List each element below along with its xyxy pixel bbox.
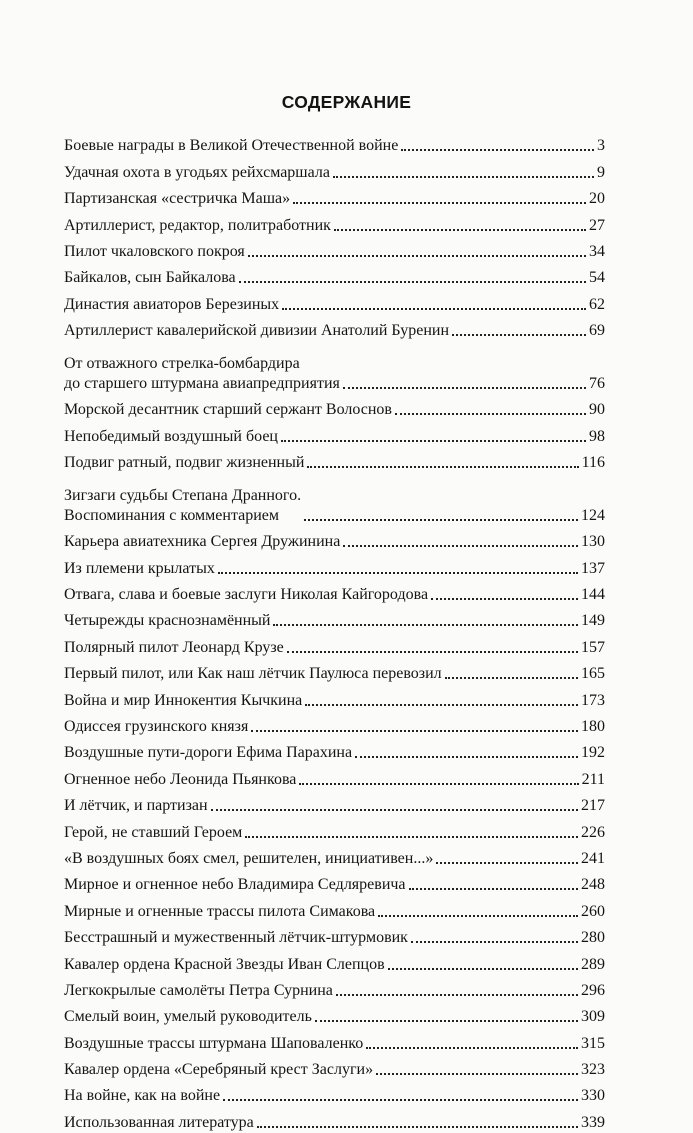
toc-page-number: 3 [597,137,605,155]
dot-leader [336,994,578,996]
toc-entry-title [64,770,296,790]
toc-page-number: 217 [581,797,605,815]
toc-entry [64,262,605,288]
toc-entry [64,975,605,1001]
toc-entry-title [64,242,245,262]
toc-entry-title-line: Мирные и огненные трассы пилота Симакова [64,902,376,920]
toc-entry-title-line: Карьера авиатехника Сергея Дружинина [64,533,341,551]
toc-entry [64,209,605,235]
toc-entry-title [64,453,304,473]
toc-entry-title-line: до старшего штурмана авиапредприятия [64,374,340,392]
toc-entry-title [64,796,208,816]
toc-entry-title-line: Воздушные трассы штурмана Шаповаленко [64,1034,364,1052]
toc-entry [64,130,605,156]
toc-entry-title-line: Партизанская «сестричка Маша» [64,190,291,208]
toc-page-number: 130 [581,533,605,551]
toc-page-number: 330 [581,1087,605,1105]
toc-entry-title-line: Кавалер ордена «Серебряный крест Заслуги» [64,1061,374,1079]
dot-leader [411,941,578,943]
toc-entry [64,631,605,657]
toc-entry-title-line: Пилот чкаловского покроя [64,242,245,260]
toc-entry-title [64,136,398,156]
toc-page-number: 69 [589,322,605,340]
toc-entry-title [64,1086,220,1106]
dot-leader [378,915,578,917]
toc-entry [64,1001,605,1027]
toc-entry-title [64,717,248,737]
toc-entry-title-line: Артиллерист кавалерийской дивизии Анатолий Буренин [64,322,450,340]
toc-entry-title [64,743,352,763]
toc-entry [64,341,605,394]
dot-leader [218,572,578,574]
toc-entry-title-line: Герой, не ставший Героем [64,823,243,841]
toc-page-number: 9 [597,163,605,181]
toc-entry [64,843,605,869]
toc-page-number: 34 [589,242,605,260]
dot-leader [395,413,586,415]
toc-page-number: 144 [581,586,605,604]
toc-page-number: 149 [581,612,605,630]
dot-leader [282,308,586,310]
toc-entry-title [64,486,301,526]
toc-page-number: 116 [581,454,605,472]
toc-entry-title-line: На войне, как на войне [64,1087,221,1105]
toc-page-number: 296 [581,981,605,999]
toc-entry-title [64,611,270,631]
table-of-contents [64,130,605,1133]
dot-leader [245,836,578,838]
toc-entry-title-line: Смелый воин, умелый руководитель [64,1008,312,1026]
toc-page-number: 211 [581,770,605,788]
dot-leader [366,1047,578,1049]
toc-entry [64,658,605,684]
dot-leader [307,466,578,468]
dot-leader [334,229,586,231]
toc-entry-title [64,849,433,869]
toc-entry-title [64,928,408,948]
toc-entry-title [64,585,428,605]
toc-entry [64,605,605,631]
toc-entry-title-line: От отважного стрелка-бомбардира [64,354,300,372]
toc-entry-title [64,559,215,579]
dot-leader [293,202,586,204]
toc-entry-title-line: Непобедимый воздушный боец [64,427,278,445]
toc-entry [64,315,605,341]
toc-entry-title-line: Кавалер ордена Красной Звезды Иван Слепцов [64,955,385,973]
toc-page-number: 157 [581,638,605,656]
toc-entry-title [64,216,331,236]
toc-entry-title [64,1007,312,1027]
dot-leader [273,624,578,626]
toc-page-number: 137 [581,559,605,577]
toc-entry-title-line: Из племени крылатых [64,559,215,577]
toc-entry [64,473,605,526]
toc-entry-title-line: Первый пилот, или Как наш лётчик Паулюса перевозил [64,665,442,683]
toc-entry-title [64,664,442,684]
dot-leader [304,519,578,521]
toc-entry-title [64,691,302,711]
toc-entry [64,684,605,710]
dot-leader [333,176,594,178]
dot-leader [257,1126,578,1128]
toc-entry-title-line: Удачная охота в угодьях рейхсмаршала [64,163,330,181]
toc-entry [64,1027,605,1053]
dot-leader [409,888,578,890]
toc-entry-title [64,1113,254,1133]
toc-entry-title [64,532,340,552]
dot-leader [223,1099,578,1101]
dot-leader [239,281,586,283]
toc-entry-title [64,189,290,209]
toc-entry-title [64,354,340,394]
toc-entry-title-line: Одиссея грузинского князя [64,718,249,736]
toc-page-number: 226 [581,823,605,841]
toc-entry [64,236,605,262]
toc-entry-title-line: Морской десантник старший сержант Волоснов [64,401,392,419]
toc-entry-title [64,875,406,895]
toc-entry [64,737,605,763]
toc-entry-title-line: Четырежды краснознамённый [64,612,271,630]
toc-page-number: 248 [581,876,605,894]
toc-entry [64,869,605,895]
toc-entry [64,394,605,420]
dot-leader [248,255,586,257]
toc-page-number: 280 [581,929,605,947]
dot-leader [343,387,586,389]
toc-page-number: 54 [589,269,605,287]
toc-entry-title [64,295,279,315]
dot-leader [281,440,586,442]
toc-page-number: 98 [589,427,605,445]
dot-leader [315,1020,578,1022]
toc-page-number: 192 [581,744,605,762]
toc-page-number: 90 [589,401,605,419]
toc-page-number: 241 [581,849,605,867]
toc-entry-title-line: Байкалов, сын Байкалова [64,269,236,287]
toc-entry [64,183,605,209]
toc-entry [64,447,605,473]
toc-entry-title-line: Подвиг ратный, подвиг жизненный [64,454,305,472]
toc-entry-title-line: «В воздушных боях смел, решителен, инициативен...» [64,849,434,867]
toc-entry [64,1054,605,1080]
toc-entry-title-line: Воспоминания с комментарием [64,506,280,524]
toc-entry-title-line: Артиллерист, редактор, политработник [64,216,331,234]
toc-entry-title [64,823,242,843]
dot-leader [305,704,578,706]
dot-leader [431,598,578,600]
toc-entry [64,711,605,737]
dot-leader [376,1073,578,1075]
toc-page-number: 315 [581,1034,605,1052]
toc-entry [64,156,605,182]
dot-leader [211,809,578,811]
toc-entry-title-line: Воздушные пути-дороги Ефима Парахина [64,744,353,762]
toc-entry-title-line: Война и мир Иннокентия Кычкина [64,691,303,709]
toc-entry-title-line: Легкокрылые самолёты Петра Сурнина [64,981,333,999]
dot-leader [299,783,578,785]
toc-page-number: 180 [581,718,605,736]
dot-leader [287,651,578,653]
toc-page-number: 289 [581,955,605,973]
toc-page-number: 62 [589,295,605,313]
toc-entry-title-line: Бесстрашный и мужественный лётчик-штурмовик [64,929,408,947]
dot-leader [452,334,586,336]
toc-page-number: 173 [581,691,605,709]
toc-page-number: 309 [581,1008,605,1026]
toc-entry-title-line: Зигзаги судьбы Степана Дранного. [64,486,302,504]
toc-entry-title-line: И лётчик, и партизан [64,797,208,815]
toc-entry-title [64,321,449,341]
toc-entry [64,790,605,816]
toc-entry [64,763,605,789]
toc-entry [64,420,605,446]
toc-entry [64,816,605,842]
toc-entry-title [64,1034,363,1054]
toc-entry-title-line: Огненное небо Леонида Пьянкова [64,770,297,788]
toc-entry-title [64,981,333,1001]
toc-entry-title [64,163,330,183]
dot-leader [355,756,578,758]
toc-entry [64,895,605,921]
toc-entry-title-line: Династия авиаторов Березиных [64,295,280,313]
dot-leader [401,149,594,151]
dot-leader [388,968,578,970]
toc-entry-title [64,400,392,420]
toc-entry-title [64,268,236,288]
toc-entry-title [64,427,278,447]
dot-leader [445,677,578,679]
toc-entry [64,526,605,552]
toc-entry-title-line: Отвага, слава и боевые заслуги Николая Кайгородова [64,586,429,604]
toc-entry [64,1106,605,1132]
dot-leader [343,545,578,547]
toc-page-number: 27 [589,216,605,234]
dot-leader [436,862,578,864]
toc-page-number: 165 [581,665,605,683]
toc-entry-title [64,955,385,975]
toc-entry [64,552,605,578]
toc-entry [64,288,605,314]
page-title: СОДЕРЖАНИЕ [281,92,412,112]
toc-entry [64,579,605,605]
toc-entry [64,1080,605,1106]
toc-entry-title [64,902,375,922]
toc-entry-title [64,1060,373,1080]
toc-entry-title [64,638,284,658]
toc-entry-title-line: Использованная литература [64,1113,254,1131]
toc-entry-title-line: Мирное и огненное небо Владимира Седляревича [64,876,406,894]
toc-entry [64,948,605,974]
toc-page-number: 260 [581,902,605,920]
toc-entry [64,922,605,948]
toc-page-number: 323 [581,1061,605,1079]
toc-entry-title-line: Полярный пилот Леонард Крузе [64,638,284,656]
toc-entry-title-line: Боевые награды в Великой Отечественной войне [64,137,399,155]
toc-page-number: 339 [581,1113,605,1131]
toc-page-number: 20 [589,190,605,208]
dot-leader [251,730,578,732]
toc-page-number: 76 [589,374,605,392]
toc-page-number: 124 [581,506,605,524]
